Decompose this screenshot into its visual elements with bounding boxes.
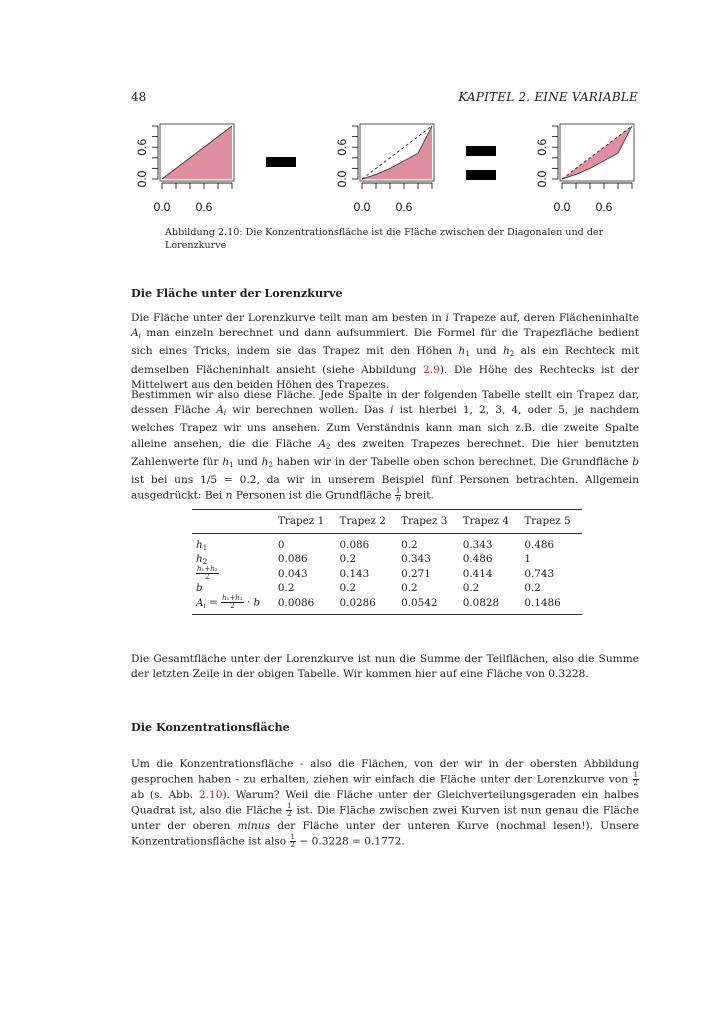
equals-operator-bottom bbox=[466, 170, 496, 180]
page-number: 48 bbox=[131, 90, 147, 104]
y-tick-label: 0.0 bbox=[335, 170, 349, 188]
table-cell: 0.2 bbox=[339, 582, 357, 594]
x-tick-label: 0.6 bbox=[395, 200, 413, 214]
row-label: $h_2$ bbox=[196, 552, 208, 566]
table-cell: 0.486 bbox=[524, 539, 555, 551]
table-header-row bbox=[192, 510, 582, 534]
table-cell: 0 bbox=[277, 539, 285, 551]
table-cell: 0.0828 bbox=[459, 595, 521, 615]
table-cell: 0.343 bbox=[462, 539, 493, 551]
plot-diagonal-area bbox=[130, 115, 240, 220]
table-cell: 0.0086 bbox=[274, 595, 336, 615]
trapezoid-table bbox=[192, 509, 582, 615]
table-row bbox=[192, 595, 582, 615]
plot-lorenz-area bbox=[330, 115, 440, 220]
x-tick-label: 0.6 bbox=[595, 200, 613, 214]
table-row bbox=[192, 566, 582, 581]
row-label: $\frac{\text{h₁+h₂}}{2}$ bbox=[197, 565, 218, 581]
y-tick-label: 0.0 bbox=[535, 170, 549, 188]
table-cell: 0.143 bbox=[339, 567, 370, 580]
section-heading: Die Fläche unter der Lorenzkurve bbox=[131, 286, 343, 300]
x-tick-label: 0.0 bbox=[153, 200, 171, 214]
equals-operator-top bbox=[466, 146, 496, 156]
table-row bbox=[192, 534, 582, 553]
row-label: $A_i$ = $\frac{\text{h₁+h₂}}{2}$ · b bbox=[192, 595, 274, 615]
fraction-one-half: $\frac{1}{2}$ bbox=[286, 802, 292, 819]
paragraph: Um die Konzentrationsfläche - also die Flächen, von der wir in der obersten Abbildung gesprochen haben - zu erhalten, ziehen wir einfach die Fläche unter der Lorenzkurve von $\frac{1}{2}$ ab (s. Abb. 2.10). Warum? Weil die Fläche unter der Gleichverteilungsgeraden ein halbes Quadrat ist, also die Fläche $\frac{1}{2}$ ist. Die Fläche zwischen zwei Kurven ist nun genau die Fläche unter der oberen minus der Fläche unter der unteren Kurve (nochmal lesen!). Unsere Konzentrationsfläche ist also $\frac{1}{2}$ − 0.3228 = 0.1772. bbox=[131, 758, 639, 850]
table-cell: 0.086 bbox=[277, 553, 308, 565]
table-cell: 0.086 bbox=[339, 539, 370, 551]
fraction-one-half: $\frac{1}{2}$ bbox=[633, 771, 638, 788]
table-cell: 0.2 bbox=[401, 582, 418, 594]
y-tick-label: 0.0 bbox=[135, 170, 149, 188]
table-cell: 0.486 bbox=[462, 553, 493, 565]
running-header: KAPITEL 2. EINE VARIABLE bbox=[458, 90, 638, 104]
table-header: Trapez 4 bbox=[459, 510, 521, 534]
row-label: $h_1$ bbox=[196, 538, 208, 552]
table-cell: 0.0542 bbox=[397, 595, 459, 615]
row-label: b bbox=[196, 582, 203, 594]
table-cell: 0.2 bbox=[462, 582, 480, 594]
table-cell: 0.2 bbox=[524, 582, 541, 594]
fraction-1-n: $\frac{1}{n}$ bbox=[395, 487, 401, 504]
table-cell: 0.1486 bbox=[520, 595, 582, 615]
table-cell: 0.2 bbox=[401, 539, 418, 551]
x-tick-label: 0.0 bbox=[553, 200, 571, 214]
table-cell: 0.343 bbox=[401, 553, 431, 565]
table-header: Trapez 2 bbox=[336, 510, 398, 534]
table-cell: 0.414 bbox=[462, 567, 493, 580]
x-tick-label: 0.6 bbox=[195, 200, 213, 214]
table-header: Trapez 1 bbox=[274, 510, 336, 534]
table-row bbox=[192, 552, 582, 566]
table-cell: 0.271 bbox=[401, 567, 431, 580]
table-header bbox=[192, 510, 274, 534]
y-tick-label: 0.6 bbox=[135, 138, 149, 156]
paragraph: Die Gesamtfläche unter der Lorenzkurve ist nun die Summe der Teilflächen, also die Summe der letzten Zeile in der obigen Tabelle. Wir kommen hier auf eine Fläche von 0.3228. bbox=[131, 653, 639, 681]
y-tick-label: 0.6 bbox=[535, 138, 549, 156]
plot-concentration-area bbox=[530, 115, 640, 220]
section-heading: Die Konzentrationsfläche bbox=[131, 720, 290, 734]
minus-operator bbox=[266, 157, 296, 167]
figure-link[interactable]: 2.9 bbox=[422, 363, 440, 376]
figure-caption: Abbildung 2.10: Die Konzentrationsfläche ist die Fläche zwischen der Diagonalen und der Lorenzkurve bbox=[165, 227, 604, 251]
table-header: Trapez 5 bbox=[520, 510, 582, 534]
paragraph: Die Fläche unter der Lorenzkurve teilt man am besten in i Trapeze auf, deren Flächeninhalte $A_i$ man einzeln berechnet und dann aufsummiert. Die Formel für die Trapezfläche bedient sich eines Tricks, indem sie das Trapez mit den Höhen $h_1$ und $h_2$ als ein Rechteck mit demselben Flächeninhalt ansieht (siehe Abbildung 2.9). Die Höhe des Rechtecks ist der Mittelwert aus den beiden Höhen des Trapezes. bbox=[131, 312, 639, 391]
table-header: Trapez 3 bbox=[397, 510, 459, 534]
table-cell: 0.743 bbox=[524, 567, 555, 580]
table-cell: 0.0286 bbox=[336, 595, 398, 615]
table-cell: 1 bbox=[524, 553, 531, 565]
paragraph: Bestimmen wir also diese Fläche. Jede Spalte in der folgenden Tabelle stellt ein Trapez dar, dessen Fläche $A_i$ wir berechnen wollen. Das i ist hierbei 1, 2, 3, 4, oder 5, je nachdem welches Trapez wir uns ansehen. Zum Verständnis kann man sich z.B. die zweite Spalte alleine ansehen, die die Fläche $A_2$ des zweiten Trapezes berechnet. Die hier benutzten Zahlenwerte für $h_1$ und $h_2$ haben wir in der Tabelle oben schon berechnet. Die Grundfläche b ist bei uns 1/5 = 0.2, da wir in unserem Beispiel fünf Personen betrachten. Allgemein ausgedrückt: Bei n Personen ist die Grundfläche $\frac{1}{n}$ breit. bbox=[131, 389, 640, 504]
x-tick-label: 0.0 bbox=[353, 200, 371, 214]
table-cell: 0.043 bbox=[277, 567, 308, 580]
table-cell: 0.2 bbox=[277, 582, 295, 594]
figure-link[interactable]: 2.10 bbox=[198, 788, 223, 801]
fraction-one-half: $\frac{1}{2}$ bbox=[290, 833, 296, 850]
y-tick-label: 0.6 bbox=[335, 138, 349, 156]
table-cell: 0.2 bbox=[339, 553, 357, 565]
table-row bbox=[192, 581, 582, 595]
